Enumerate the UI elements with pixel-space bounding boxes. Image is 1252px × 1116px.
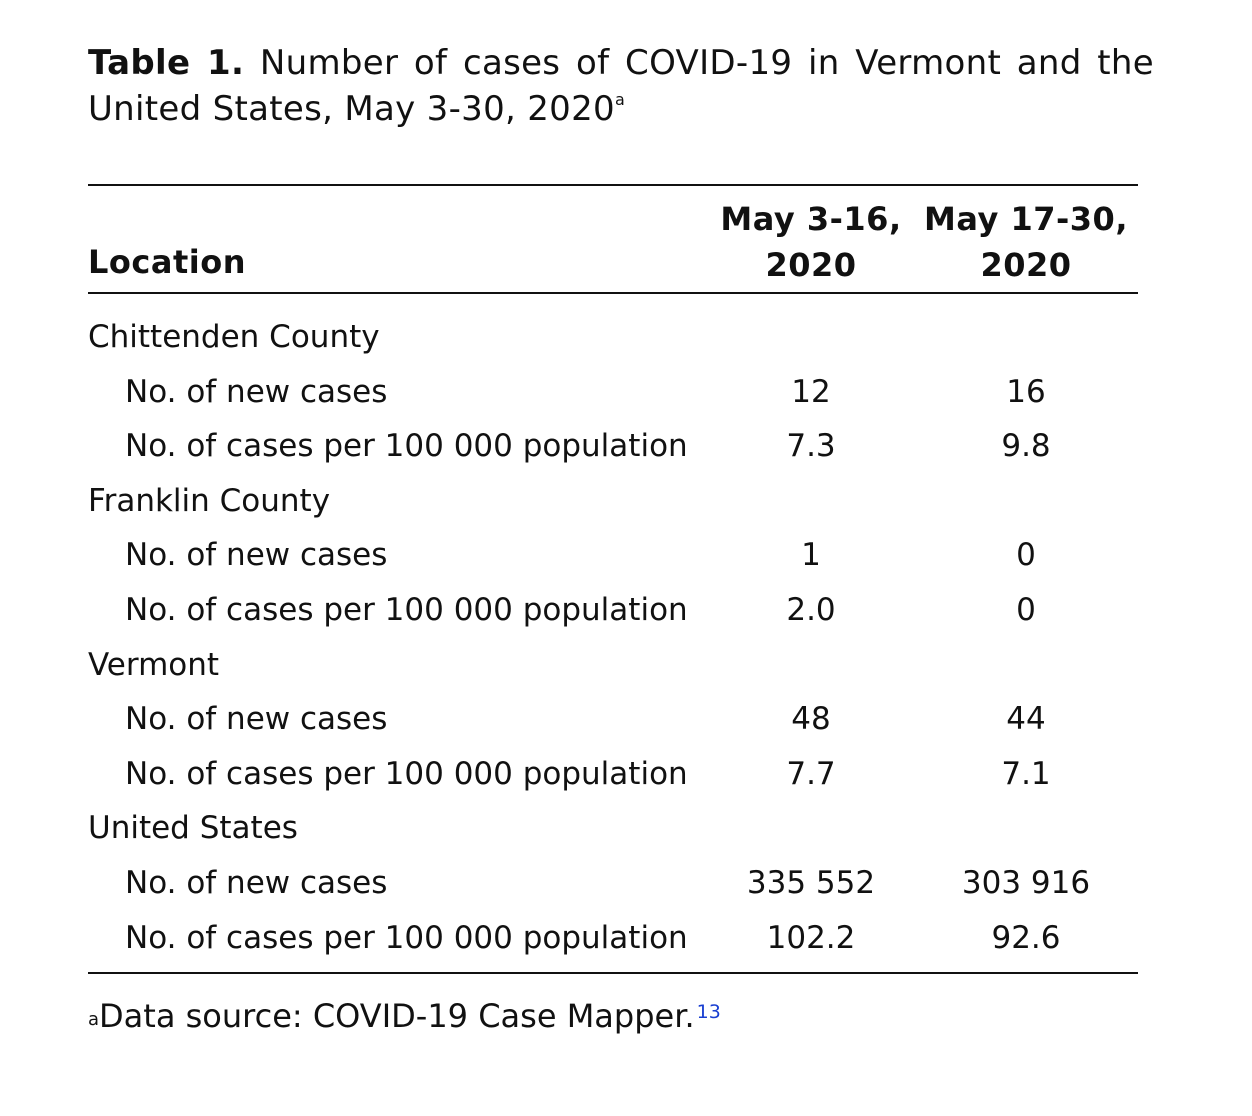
table-row-group (88, 638, 1138, 693)
row-label: No. of cases per 100 000 population (125, 591, 688, 628)
row-label: Franklin County (88, 482, 331, 519)
table-caption (88, 40, 1154, 132)
row-label: No. of new cases (125, 864, 388, 901)
row-label: Vermont (88, 646, 220, 683)
cell-may-17-30: 9.8 (1001, 428, 1051, 465)
header-may-3-16 (701, 196, 921, 288)
table-header-rule (88, 292, 1138, 294)
table-body (88, 310, 1138, 965)
footnote-marker: a (88, 1009, 100, 1030)
table-row (88, 911, 1138, 966)
cell-may-17-30: 92.6 (991, 919, 1061, 956)
table-top-rule (88, 184, 1138, 186)
cell-may-17-30: 7.1 (1001, 755, 1051, 792)
cell-may-17-30: 0 (1016, 537, 1036, 574)
table-row (88, 856, 1138, 911)
caption-footnote-marker[interactable]: a (614, 90, 626, 109)
row-label: No. of new cases (125, 373, 388, 410)
table-row (88, 419, 1138, 474)
cell-may-17-30: 16 (1006, 373, 1046, 410)
table-row (88, 528, 1138, 583)
row-label: No. of cases per 100 000 population (125, 919, 688, 956)
row-label: No. of new cases (125, 701, 388, 738)
cell-may-3-16: 7.3 (786, 428, 836, 465)
row-label: Chittenden County (88, 319, 380, 355)
header-location: Location (88, 243, 246, 281)
table-row-group (88, 310, 1138, 365)
table-row (88, 747, 1138, 802)
cell-may-3-16: 102.2 (766, 919, 856, 956)
header-col1-line1: May 3-16, (720, 200, 902, 238)
row-label: United States (88, 810, 298, 847)
header-may-17-30 (916, 196, 1136, 288)
table-row (88, 692, 1138, 747)
row-label: No. of cases per 100 000 population (125, 428, 688, 465)
table-caption-text: Number of cases of COVID-19 in Vermont and the United States, May 3-30, 2020 (88, 43, 1154, 129)
cell-may-3-16: 12 (791, 373, 831, 410)
table-caption-label: Table 1. (88, 43, 245, 83)
cell-may-3-16: 7.7 (786, 755, 836, 792)
row-label: No. of cases per 100 000 population (125, 755, 688, 792)
cell-may-17-30: 44 (1006, 701, 1046, 738)
table-row-group (88, 474, 1138, 529)
table-row (88, 583, 1138, 638)
cell-may-17-30: 0 (1016, 591, 1036, 628)
cell-may-3-16: 335 552 (746, 864, 876, 901)
cell-may-3-16: 48 (791, 701, 831, 738)
cell-may-3-16: 1 (801, 537, 821, 574)
table-bottom-rule (88, 972, 1138, 974)
table-row (88, 365, 1138, 420)
header-col1-line2: 2020 (765, 246, 857, 284)
header-col2-line2: 2020 (980, 246, 1072, 284)
table-footnote (88, 994, 721, 1038)
table-row-group (88, 801, 1138, 856)
footnote-text: Data source: COVID-19 Case Mapper. (99, 997, 695, 1035)
table-header-row (88, 196, 1138, 288)
cell-may-3-16: 2.0 (786, 591, 836, 628)
footnote-reference-link[interactable]: 13 (696, 1001, 721, 1023)
cell-may-17-30: 303 916 (961, 864, 1091, 901)
header-col2-line1: May 17-30, (924, 200, 1128, 238)
row-label: No. of new cases (125, 537, 388, 574)
